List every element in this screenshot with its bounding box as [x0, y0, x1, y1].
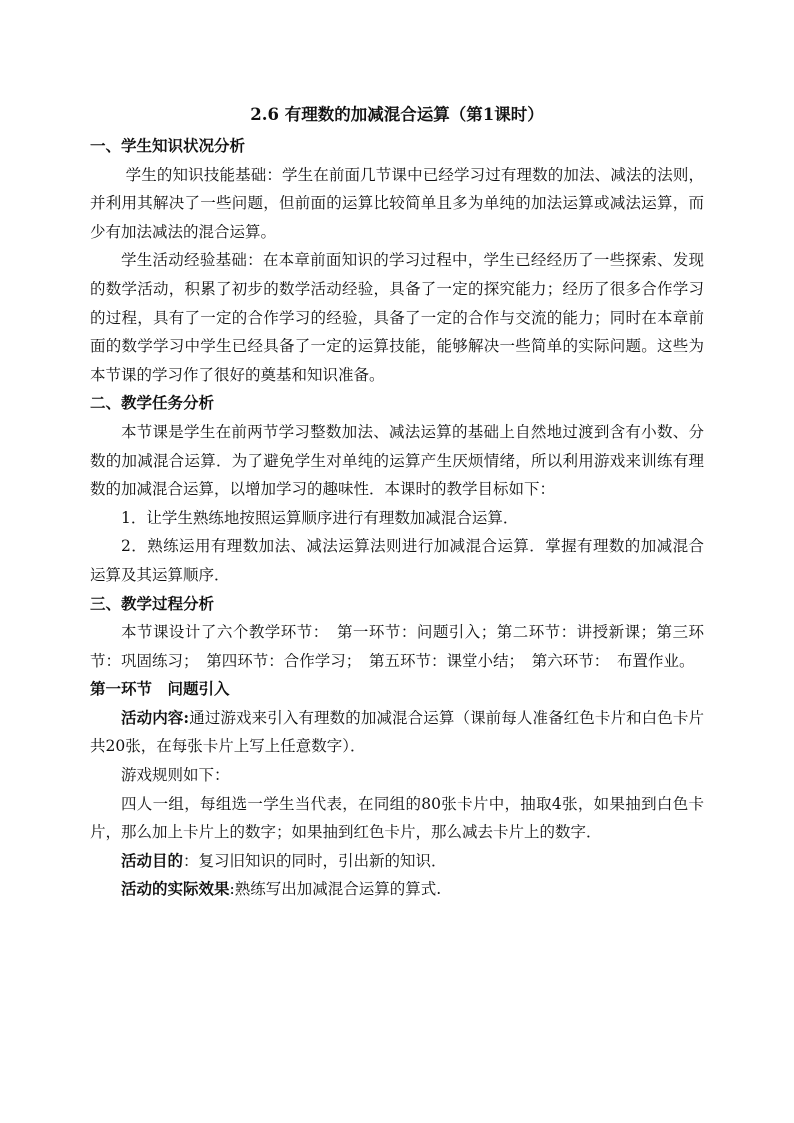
goal-item-2: 2．熟练运用有理数加法、减法运算法则进行加减混合运算．掌握有理数的加减混合运算及其运算顺序．: [90, 537, 704, 584]
section-heading-2: 二、教学任务分析: [90, 393, 215, 413]
section-heading-1: 一、学生知识状况分析: [90, 136, 246, 155]
activity-goal-text: ：复习旧知识的同时，引出新的知识．: [183, 851, 447, 870]
activity-goal-label: 活动目的: [121, 850, 184, 870]
activity-content-text: 通过游戏来引入有理数的加减混合运算（课前每人准备红色卡片和白色卡片共20张，在每张卡片上写上任意数字）．: [90, 708, 704, 756]
rules-text: 四人一组，每组选一学生当代表，在同组的80张卡片中，抽取4张，如果抽到白色卡片，那么加上卡片上的数字；如果抽到红色卡片，那么减去卡片上的数字．: [90, 794, 704, 842]
link-heading-1: 第一环节 问题引入: [90, 679, 230, 699]
activity-goal: [90, 847, 704, 876]
section-heading-3: 三、教学过程分析: [90, 593, 215, 613]
paragraph-process-analysis: 本节课设计了六个教学环节： 第一环节：问题引入；第二环节：讲授新课；第三环节：巩固练习； 第四环节：合作学习； 第五环节：课堂小结； 第六环节： 布置作业。: [90, 623, 704, 670]
activity-effect-label: 活动的实际效果: [121, 879, 230, 899]
rules-intro: 游戏规则如下：: [121, 766, 230, 785]
activity-effect-text: :熟练写出加减混合运算的算式.: [229, 880, 442, 899]
activity-content: [90, 704, 704, 761]
paragraph-knowledge-skills: 学生的知识技能基础：学生在前面几节课中已经学习过有理数的加法、减法的法则，并利用其解决了一些问题，但前面的运算比较简单且多为单纯的加法运算或减法运算，而少有加法减法的混合运算。: [90, 165, 704, 241]
goal-item-1: 1．让学生熟练地按照运算顺序进行有理数加减混合运算．: [121, 508, 519, 527]
activity-content-label: 活动内容:: [121, 707, 190, 727]
document-title: 2.6 有理数的加减混合运算（第1课时）: [250, 105, 544, 124]
activity-effect: [90, 875, 704, 904]
paragraph-activity-experience: 学生活动经验基础：在本章前面知识的学习过程中，学生已经经历了一些探索、发现的数学活动，积累了初步的数学活动经验，具备了一定的探究能力；经历了很多合作学习的过程，具有了一定的合作学习的经验，具备了一定的合作与交流的能力；同时在本章前面的数学学习中学生已经具备了一定的运算技能，能够解决一些简单的实际问题。这些为本节课的学习作了很好的奠基和知识准备。: [90, 251, 704, 384]
paragraph-task-analysis: 本节课是学生在前两节学习整数加法、减法运算的基础上自然地过渡到含有小数、分数的加减混合运算．为了避免学生对单纯的运算产生厌烦情绪，所以利用游戏来训练有理数的加减混合运算，以增加学习的趣味性．本课时的教学目标如下：: [90, 422, 704, 499]
document-page: [90, 100, 704, 904]
